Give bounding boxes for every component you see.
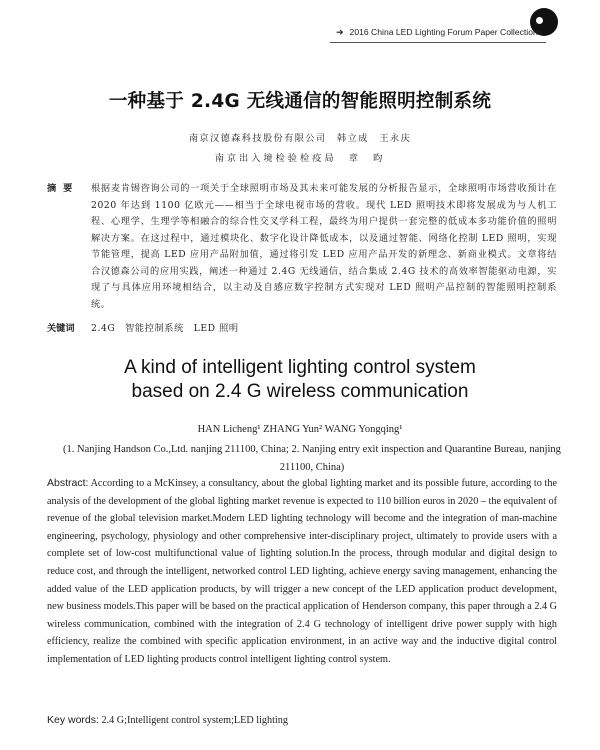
english-abstract-text: According to a McKinsey, a consultancy, about the global lighting market and its possible future, according to the analysis of the development of the global lighting market revenue is expected to 110 billion euros in 2020 – the equivalent of revenue of the global television market.Modern LED lighting technology will become and the integration of man-machine engineering, psychology, physiology and other comprehensive inter-disciplinary project, ultimately to provide users with a complete set of low-cost multifunctional value of lighting solution.In the process, through modular and digital design to reduce cost, and through the intelligent, networked control LED lighting, achieve energy saving management, enhancing the added value of the LED application products, by will trigger a new concept of the LED application product development, new business models.This paper will be based on the practical application of Henderson company, this paper through a 2.4 G wireless communication, combined with the integration of 2.4 G technology of intelligent drive power supply with high efficiency, realize the combined with specific application environment, in an active way and the inductive digital control implementation of LED lighting products control intelligent lighting control system. <box>47 478 557 665</box>
english-abstract-label: Abstract: <box>47 477 89 489</box>
chinese-keywords-label: 关键词 <box>47 323 75 334</box>
english-title-line-2: based on 2.4 G wireless communication <box>131 381 469 402</box>
english-keywords <box>47 714 557 726</box>
arrow-right-icon: ➜ <box>336 26 344 37</box>
chinese-abstract-label: 摘要 <box>47 183 80 194</box>
english-title-line-1: A kind of intelligent lighting control system <box>124 357 476 378</box>
header-rule <box>330 42 546 43</box>
english-title <box>0 356 600 404</box>
running-header-text: 2016 China LED Lighting Forum Paper Collections <box>349 27 543 37</box>
english-keywords-text: 2.4 G;Intelligent control system;LED lighting <box>101 715 288 726</box>
chinese-authors: 南京汉德森科技股份有限公司 韩立成 王永庆 <box>188 133 412 144</box>
english-affiliation: (1. Nanjing Handson Co.,Ltd. nanjing 211100, China; 2. Nanjing entry exit inspection and Quarantine Bureau, nanjing 211100, China) <box>63 444 561 473</box>
chinese-keywords <box>47 320 557 334</box>
running-header <box>336 24 542 40</box>
chinese-abstract-text: 根据麦肯锡咨询公司的一项关于全球照明市场及其未来可能发展的分析报告显示，全球照明市场营收预计在 2020 年达到 1100 亿欧元——相当于全球电视市场的营收。现代 LED 照明技术即将发展成为与人机工程、心理学、生理学等相融合的综合性交叉学科工程，最终为用户提供一套完整的低成本多功能价值的照明解决方案。在这过程中，通过模块化、数字化设计降低成本，以及通过智能、网络化控制 LED 照明，实现节能管理，提高 LED 应用产品附加值，通过将引发 LED 应用产品开发的新理念、新商业模式。文章将结合汉德森公司的应用实践，阐述一种通过 2.4G 无线通信，结合集成 2.4G 技术的高效率智能驱动电源，实现了与具体应用环境相结合，以主动及自感应数字控制方式实现对 LED 照明产品控制的智能照明控制系统。 <box>91 183 557 310</box>
chinese-title: 一种基于 2.4G 无线通信的智能照明控制系统 <box>108 91 492 112</box>
chinese-abstract <box>47 181 557 313</box>
english-abstract <box>47 475 557 669</box>
chinese-keywords-text: 2.4G 智能控制系统 LED 照明 <box>91 323 239 334</box>
english-keywords-label: Key words: <box>47 714 99 726</box>
english-authors: HAN Licheng¹ ZHANG Yun² WANG Yongqing¹ <box>197 424 403 435</box>
chinese-institute: 南京出入境检验检疫局 章 昀 <box>214 153 386 164</box>
